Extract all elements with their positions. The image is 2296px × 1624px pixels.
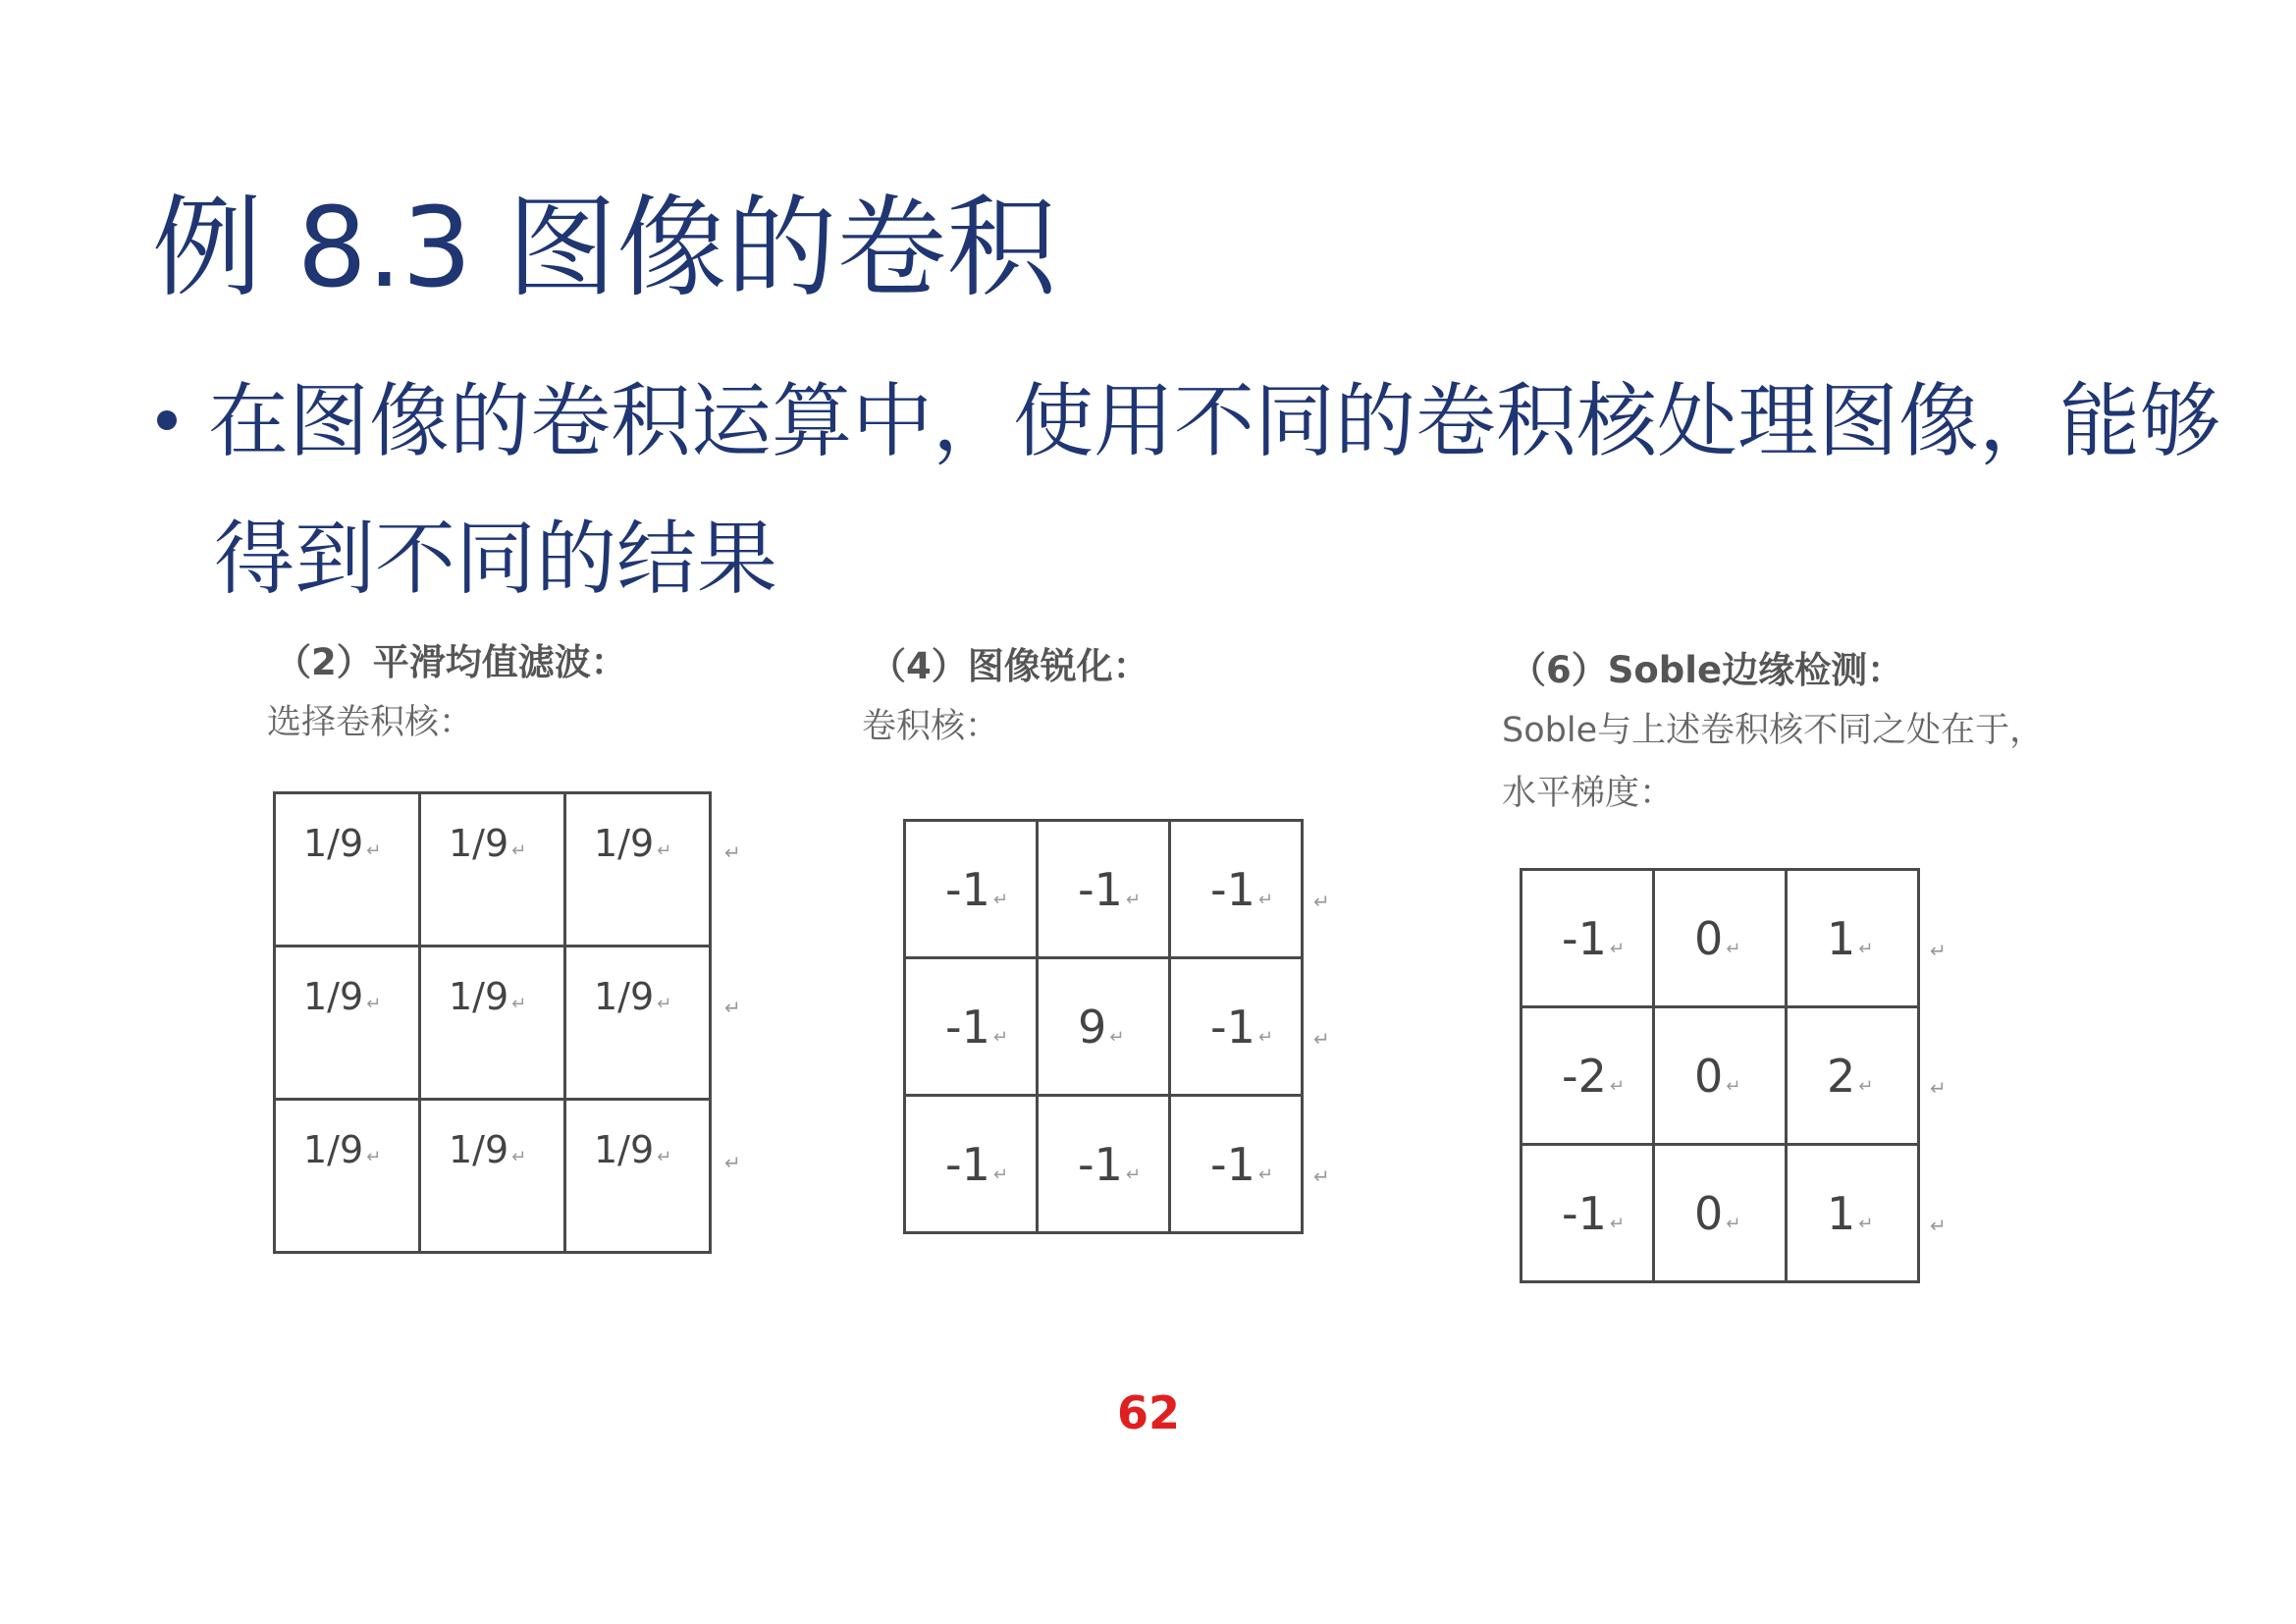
kernel-cell: 1/9 ↵ (275, 793, 420, 947)
kernel-cell: 0 ↵ (1654, 1145, 1787, 1282)
table-row (1522, 870, 1919, 1007)
panel-sub-sharpen: 卷积核： (862, 707, 1000, 746)
row-end-mark: ↵ (1930, 939, 1947, 962)
row-end-mark: ↵ (1930, 1214, 1947, 1237)
table-row (905, 821, 1303, 958)
kernel-cell: 9 ↵ (1038, 958, 1170, 1096)
bullet-text-line-2: 得到不同的结果 (214, 513, 778, 606)
kernel-cell: -1 ↵ (1038, 1096, 1170, 1233)
kernel-cell: 2 ↵ (1787, 1007, 1919, 1145)
table-row (275, 947, 711, 1100)
panel-sub-sobel-2: 水平梯度： (1502, 774, 1675, 813)
kernel-cell: -1 ↵ (905, 958, 1038, 1096)
row-end-mark: ↵ (724, 1151, 741, 1174)
row-end-mark: ↵ (1313, 1027, 1330, 1051)
kernel-cell: 1 ↵ (1787, 1145, 1919, 1282)
kernel-table-smoothing (273, 791, 712, 1254)
row-end-mark: ↵ (724, 996, 741, 1019)
row-end-mark: ↵ (1313, 890, 1330, 913)
kernel-table-sharpen (903, 819, 1304, 1234)
bullet-dot (157, 410, 177, 430)
panel-heading-sharpen: （4）图像锐化： (870, 645, 1149, 687)
page-number: 62 (1116, 1386, 1180, 1439)
kernel-cell: 0 ↵ (1654, 1007, 1787, 1145)
table-row (1522, 1007, 1919, 1145)
panel-sub-sobel-1: Soble与上述卷积核不同之处在于， (1502, 711, 2045, 750)
kernel-cell: -1 ↵ (1038, 821, 1170, 958)
row-end-mark: ↵ (724, 840, 741, 864)
kernel-cell: -2 ↵ (1522, 1007, 1654, 1145)
kernel-cell: 1/9 ↵ (275, 947, 420, 1100)
kernel-cell: 1/9 ↵ (275, 1100, 420, 1253)
kernel-cell: 1/9 ↵ (565, 793, 711, 947)
kernel-cell: -1 ↵ (1170, 958, 1303, 1096)
row-end-mark: ↵ (1313, 1164, 1330, 1188)
kernel-cell: 1/9 ↵ (420, 1100, 565, 1253)
panel-heading-smoothing: （2）平滑均值滤波： (275, 641, 627, 683)
panel-sub-smoothing: 选择卷积核： (267, 703, 474, 742)
kernel-cell: 1 ↵ (1787, 870, 1919, 1007)
bullet-text-line-1: 在图像的卷积运算中，使用不同的卷积核处理图像，能够 (208, 375, 2221, 468)
table-row (275, 793, 711, 947)
kernel-cell: -1 ↵ (905, 821, 1038, 958)
slide-title: 例 8.3 图像的卷积 (152, 185, 1057, 312)
kernel-cell: 1/9 ↵ (565, 947, 711, 1100)
kernel-cell: 1/9 ↵ (565, 1100, 711, 1253)
table-row (905, 958, 1303, 1096)
kernel-table-sobel (1520, 868, 1920, 1283)
table-row (1522, 1145, 1919, 1282)
kernel-cell: -1 ↵ (1170, 1096, 1303, 1233)
kernel-cell: -1 ↵ (1522, 1145, 1654, 1282)
kernel-cell: -1 ↵ (1522, 870, 1654, 1007)
row-end-mark: ↵ (1930, 1076, 1947, 1100)
kernel-cell: -1 ↵ (1170, 821, 1303, 958)
kernel-cell: -1 ↵ (905, 1096, 1038, 1233)
panel-heading-sobel: （6）Soble边缘检测： (1510, 649, 1904, 691)
table-row (905, 1096, 1303, 1233)
kernel-cell: 1/9 ↵ (420, 947, 565, 1100)
kernel-cell: 0 ↵ (1654, 870, 1787, 1007)
table-row (275, 1100, 711, 1253)
kernel-cell: 1/9 ↵ (420, 793, 565, 947)
